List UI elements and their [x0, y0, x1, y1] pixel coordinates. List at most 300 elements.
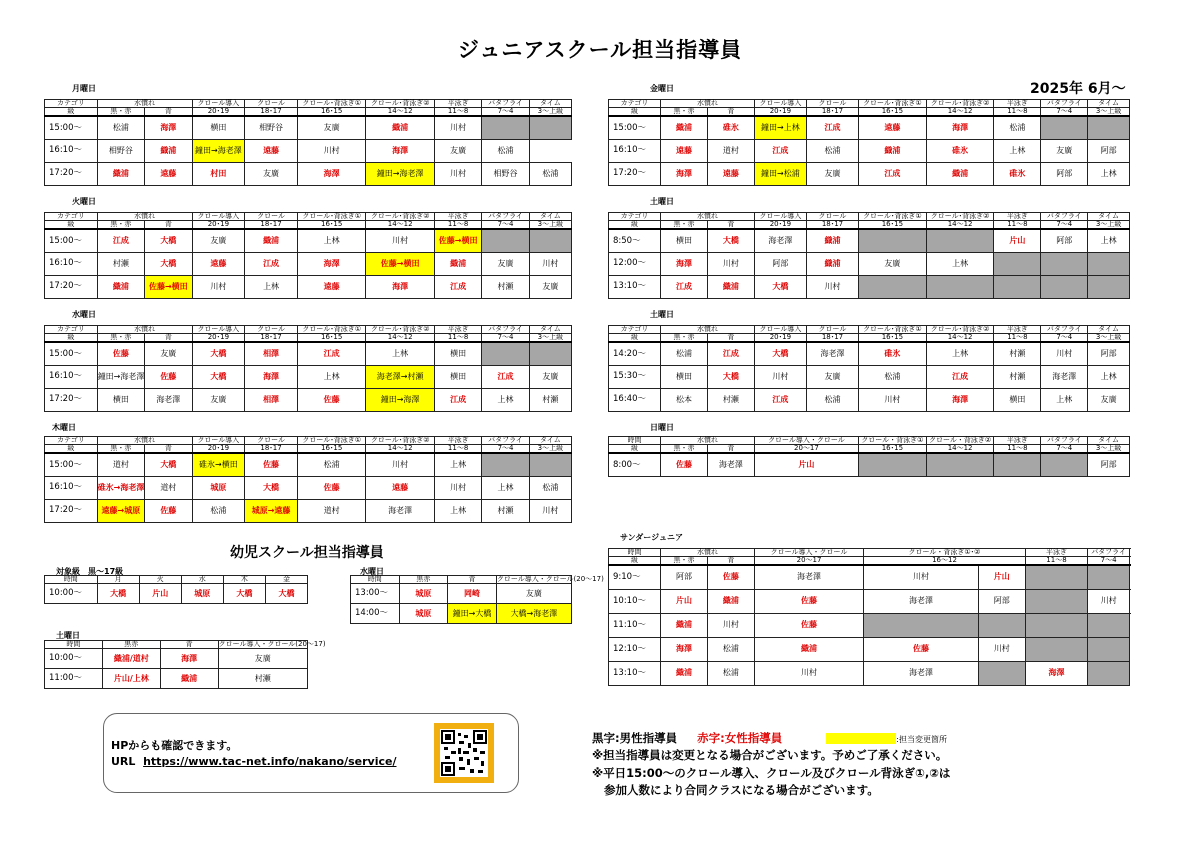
instructor-cell: 松浦 — [529, 162, 571, 185]
instructor-cell: 上林 — [482, 388, 529, 411]
subheader-7: 7～4 — [1041, 445, 1088, 454]
subheader-5: 14～12 — [926, 445, 994, 454]
instructor-cell: 大橋 — [145, 252, 192, 275]
instructor-cell: 織浦 — [661, 613, 708, 637]
instructor-cell: 佐藤 — [864, 637, 979, 661]
header-6: 平泳ぎ — [434, 437, 481, 445]
table-row — [45, 584, 308, 604]
header-0: 時間 — [609, 549, 661, 557]
subheader-0: 級 — [45, 108, 98, 117]
instructor-cell: 川村 — [806, 275, 858, 298]
instructor-cell: 織浦 — [707, 589, 754, 613]
instructor-cell: 城原 — [399, 604, 448, 624]
kids-weekday-table — [44, 575, 308, 604]
instructor-cell: 佐藤 — [754, 589, 863, 613]
subheader-1: 黒・赤 — [97, 221, 144, 230]
instructor-cell — [859, 229, 927, 252]
instructor-cell: 村瀬 — [529, 388, 571, 411]
instructor-cell: 江成 — [754, 139, 806, 162]
header-3: クロール導入・クロール(20～17) — [218, 640, 326, 648]
instructor-cell: 佐藤→横田 — [434, 229, 481, 252]
instructor-cell: 松浦 — [661, 342, 708, 365]
instructor-cell: 海澤 — [297, 252, 366, 275]
instructor-cell: 織浦 — [97, 162, 144, 185]
subheader-8: 7～4 — [482, 108, 529, 117]
instructor-cell: 道村 — [707, 139, 754, 162]
header-2: クロール導入 — [192, 326, 245, 334]
subheader-6: 7～4 — [1088, 557, 1130, 566]
header-6: バタフライ — [1041, 437, 1088, 445]
instructor-cell: 江成 — [707, 342, 754, 365]
header-1: 水慣れ — [97, 100, 192, 108]
instructor-cell: 佐藤 — [97, 342, 144, 365]
header-1: 黒赤 — [399, 576, 448, 584]
instructor-cell: 松本 — [661, 388, 708, 411]
subheader-9: 3～上級 — [529, 108, 571, 117]
instructor-cell: 友廣 — [192, 388, 245, 411]
subheader-1: 黒・赤 — [661, 557, 708, 566]
subheader-9: 3～上級 — [529, 445, 571, 454]
instructor-cell: 川村 — [434, 116, 481, 139]
instructor-cell: 上林 — [1088, 229, 1130, 252]
instructor-cell — [482, 116, 529, 139]
time-cell: 16:10～ — [609, 139, 661, 162]
instructor-cell: 佐藤 — [145, 499, 192, 522]
hp-url-link[interactable]: https://www.tac-net.info/nakano/service/ — [143, 754, 397, 768]
instructor-cell: 阿部 — [1088, 453, 1130, 476]
table-row — [45, 453, 572, 476]
table-row — [609, 613, 1130, 637]
instructor-cell: 松浦 — [529, 476, 571, 499]
instructor-cell: 大橋 — [754, 342, 806, 365]
instructor-cell: 江成 — [926, 365, 994, 388]
instructor-cell: 海澤 — [160, 649, 218, 669]
instructor-cell — [1088, 613, 1130, 637]
friday-label: 金曜日 — [650, 84, 674, 93]
instructor-cell: 織浦 — [366, 116, 435, 139]
instructor-cell — [529, 342, 571, 365]
time-cell: 10:10～ — [609, 589, 661, 613]
instructor-cell: 川村 — [754, 661, 863, 685]
subheader-5: 16･15 — [297, 445, 366, 454]
legend-red: 赤字:女性指導員 — [697, 731, 783, 745]
instructor-cell — [1088, 275, 1130, 298]
instructor-cell: 海澤 — [926, 388, 994, 411]
subheader-8: 7～4 — [1041, 108, 1088, 117]
instructor-cell: 阿部 — [1088, 139, 1130, 162]
subheader-9: 3～上級 — [1088, 108, 1130, 117]
header-8: タイム — [1088, 100, 1130, 108]
instructor-cell: 片山 — [661, 589, 708, 613]
header-6: 平泳ぎ — [434, 213, 481, 221]
table-row — [609, 162, 1130, 185]
saturday2-table — [608, 325, 1130, 412]
kids-wednesday-label: 水曜日 — [360, 567, 384, 576]
monday-label: 月曜日 — [72, 84, 96, 93]
header-3: クロール — [245, 326, 298, 334]
instructor-cell: 友廣 — [297, 116, 366, 139]
time-cell: 16:10～ — [45, 365, 98, 388]
header-4: 木 — [223, 576, 265, 584]
instructor-cell: 江成 — [806, 116, 858, 139]
subheader-6: 14～12 — [926, 334, 994, 343]
table-row — [609, 565, 1130, 589]
subheader-4: 16･15 — [859, 445, 927, 454]
instructor-cell: 遠藤 — [366, 476, 435, 499]
instructor-cell: 川村 — [297, 139, 366, 162]
qr-pattern-icon — [440, 729, 488, 777]
instructor-cell: 横田 — [97, 388, 144, 411]
header-6: 平泳ぎ — [434, 326, 481, 334]
header-8: タイム — [529, 100, 571, 108]
instructor-cell: 友廣 — [192, 229, 245, 252]
subheader-2: 青 — [707, 557, 754, 566]
instructor-cell: 上林 — [994, 139, 1041, 162]
header-4: 平泳ぎ — [1025, 549, 1088, 557]
header-7: タイム — [1088, 437, 1130, 445]
instructor-cell: 相澤 — [245, 388, 298, 411]
instructor-cell: 江成 — [245, 252, 298, 275]
header-2: クロール導入 — [754, 326, 806, 334]
instructor-cell — [994, 252, 1041, 275]
instructor-cell: 上林 — [245, 275, 298, 298]
subheader-1: 黒・赤 — [97, 334, 144, 343]
instructor-cell: 道村 — [297, 499, 366, 522]
header-1: 水慣れ — [97, 326, 192, 334]
header-4: クロール･背泳ぎ① — [297, 213, 366, 221]
table-row — [45, 275, 572, 298]
instructor-cell — [1088, 661, 1130, 685]
instructor-cell: 道村 — [97, 453, 144, 476]
header-8: タイム — [1088, 213, 1130, 221]
table-row — [609, 365, 1130, 388]
table-row — [351, 584, 572, 604]
subheader-2: 青 — [145, 445, 192, 454]
header-0: カテゴリ — [45, 326, 98, 334]
thunder-table — [608, 548, 1130, 686]
subheader-6: 14～12 — [926, 221, 994, 230]
instructor-cell: 松浦 — [192, 499, 245, 522]
subheader-3: 20･19 — [192, 445, 245, 454]
subheader-0: 級 — [609, 334, 661, 343]
instructor-cell: 横田 — [434, 365, 481, 388]
time-cell: 15:00～ — [45, 453, 98, 476]
header-7: バタフライ — [1041, 213, 1088, 221]
subheader-8: 7～4 — [482, 221, 529, 230]
subheader-6: 14～12 — [366, 221, 435, 230]
instructor-cell: 佐藤 — [661, 453, 708, 476]
table-row — [609, 229, 1130, 252]
header-3: クロール — [245, 100, 298, 108]
instructor-cell: 阿部 — [978, 589, 1025, 613]
instructor-cell: 川村 — [859, 388, 927, 411]
table-row — [45, 669, 308, 689]
header-3: クロール — [245, 213, 298, 221]
instructor-cell: 大橋 — [245, 476, 298, 499]
header-7: バタフライ — [482, 326, 529, 334]
header-1: 水慣れ — [661, 437, 755, 445]
page-title: ジュニアスクール担当指導員 — [457, 38, 743, 62]
table-row — [609, 116, 1130, 139]
instructor-cell: 遠藤 — [145, 162, 192, 185]
subheader-5: 16･15 — [859, 221, 927, 230]
header-3: クロール — [806, 326, 858, 334]
instructor-cell: 城原 — [399, 584, 448, 604]
instructor-cell: 川村 — [434, 476, 481, 499]
table-row — [45, 252, 572, 275]
instructor-cell: 友廣 — [218, 649, 307, 669]
instructor-cell: 碓氷→横田 — [192, 453, 245, 476]
time-cell: 11:00～ — [45, 669, 103, 689]
tuesday-label: 火曜日 — [72, 197, 96, 206]
instructor-cell: 片山 — [139, 584, 181, 604]
time-cell: 14:20～ — [609, 342, 661, 365]
header-5: クロール･背泳ぎ② — [926, 213, 994, 221]
header-5: クロール･背泳ぎ② — [366, 326, 435, 334]
instructor-cell: 片山/上林 — [102, 669, 160, 689]
subheader-6: 11～8 — [994, 445, 1041, 454]
instructor-cell: 松浦 — [859, 365, 927, 388]
instructor-cell: 松浦 — [707, 637, 754, 661]
note1: ※担当指導員は変更となる場合がございます。予めご了承ください。 — [592, 748, 948, 763]
instructor-cell: 海老澤 — [806, 342, 858, 365]
header-2: クロール導入 — [754, 213, 806, 221]
instructor-cell: 川村 — [754, 365, 806, 388]
header-6: 平泳ぎ — [434, 100, 481, 108]
subheader-3: 20･19 — [754, 334, 806, 343]
instructor-cell: 横田 — [994, 388, 1041, 411]
instructor-cell: 江成 — [97, 229, 144, 252]
subheader-2: 青 — [145, 108, 192, 117]
subheader-2: 青 — [707, 445, 754, 454]
instructor-cell: 上林 — [434, 499, 481, 522]
instructor-cell: 村瀬 — [218, 669, 307, 689]
instructor-cell: 織浦 — [754, 637, 863, 661]
instructor-cell: 友廣 — [496, 584, 571, 604]
instructor-cell: 海澤 — [661, 252, 708, 275]
header-3: 水 — [181, 576, 223, 584]
instructor-cell: 鐘田→上林 — [754, 116, 806, 139]
thunder-label: サンダージュニア — [620, 533, 683, 542]
table-row — [609, 637, 1130, 661]
instructor-cell: 織浦 — [160, 669, 218, 689]
header-4: クロール・背泳ぎ② — [926, 437, 994, 445]
instructor-cell: 川村 — [192, 275, 245, 298]
table-row — [45, 116, 572, 139]
time-cell: 12:10～ — [609, 637, 661, 661]
subheader-5: 16･15 — [859, 108, 927, 117]
subheader-2: 青 — [707, 108, 754, 117]
subheader-9: 3～上級 — [529, 334, 571, 343]
instructor-cell — [859, 275, 927, 298]
instructor-cell — [1025, 613, 1088, 637]
header-0: カテゴリ — [609, 100, 661, 108]
header-2: クロール導入・クロール — [754, 549, 863, 557]
instructor-cell: 江成 — [297, 342, 366, 365]
instructor-cell: 織浦 — [926, 162, 994, 185]
instructor-cell: 織浦 — [806, 252, 858, 275]
instructor-cell: 海澤 — [661, 162, 708, 185]
kids-saturday-table — [44, 640, 326, 689]
time-cell: 15:30～ — [609, 365, 661, 388]
table-row — [45, 649, 308, 669]
header-7: バタフライ — [1041, 326, 1088, 334]
instructor-cell: 鐘田→海老澤 — [366, 162, 435, 185]
instructor-cell: 大橋 — [265, 584, 307, 604]
instructor-cell: 川村 — [529, 252, 571, 275]
instructor-cell: 川村 — [707, 613, 754, 637]
instructor-cell: 大橋 — [145, 229, 192, 252]
table-row — [609, 252, 1130, 275]
time-cell: 9:10～ — [609, 565, 661, 589]
header-4: クロール･背泳ぎ① — [297, 437, 366, 445]
time-cell: 13:10～ — [609, 275, 661, 298]
header-3: クロール・背泳ぎ①･② — [864, 549, 1025, 557]
header-1: 水慣れ — [661, 100, 755, 108]
instructor-cell — [1025, 565, 1088, 589]
subheader-7: 11～8 — [994, 221, 1041, 230]
instructor-cell — [529, 116, 571, 139]
subheader-1: 黒・赤 — [97, 108, 144, 117]
instructor-cell — [994, 453, 1041, 476]
time-cell: 16:40～ — [609, 388, 661, 411]
subheader-7: 11～8 — [434, 445, 481, 454]
instructor-cell: 城原→遠藤 — [245, 499, 298, 522]
header-8: タイム — [1088, 326, 1130, 334]
tuesday-table — [44, 212, 572, 299]
time-cell: 17:20～ — [45, 162, 98, 185]
subheader-1: 黒・赤 — [661, 334, 708, 343]
note2: ※平日15:00～のクロール導入、クロール及びクロール背泳ぎ①,②は — [592, 765, 951, 780]
subheader-2: 青 — [145, 221, 192, 230]
instructor-cell: 上林 — [1088, 365, 1130, 388]
period-label: 2025年 6月～ — [1030, 81, 1126, 97]
subheader-7: 11～8 — [994, 334, 1041, 343]
instructor-cell — [1025, 637, 1088, 661]
instructor-cell: 村田 — [192, 162, 245, 185]
subheader-7: 11～8 — [434, 221, 481, 230]
instructor-cell: 海老澤 — [1041, 365, 1088, 388]
instructor-cell: 大橋 — [223, 584, 265, 604]
instructor-cell: 松浦 — [97, 116, 144, 139]
instructor-cell: 友廣 — [859, 252, 927, 275]
instructor-cell — [1041, 116, 1088, 139]
qr-code-icon[interactable] — [434, 723, 494, 783]
instructor-cell — [926, 275, 994, 298]
instructor-cell: 佐藤 — [145, 365, 192, 388]
subheader-5: 16･15 — [859, 334, 927, 343]
subheader-4: 18･17 — [806, 334, 858, 343]
instructor-cell: 織浦 — [97, 275, 144, 298]
subheader-8: 3～上級 — [1088, 445, 1130, 454]
instructor-cell: 上林 — [297, 229, 366, 252]
instructor-cell: 道村 — [145, 476, 192, 499]
instructor-cell — [1088, 116, 1130, 139]
instructor-cell: 村瀬 — [994, 342, 1041, 365]
subheader-0: 級 — [45, 334, 98, 343]
subheader-5: 16･15 — [297, 221, 366, 230]
instructor-cell: 大橋 — [754, 275, 806, 298]
instructor-cell: 海澤 — [145, 116, 192, 139]
subheader-3: 20･19 — [192, 334, 245, 343]
legend-change: :担当変更箇所 — [896, 735, 947, 744]
header-3: クロール — [245, 437, 298, 445]
instructor-cell: 阿部 — [1088, 342, 1130, 365]
friday-table — [608, 99, 1130, 186]
instructor-cell: 友廣 — [806, 365, 858, 388]
instructor-cell: 大橋 — [145, 453, 192, 476]
instructor-cell: 海老澤 — [754, 229, 806, 252]
instructor-cell: 鐘田→大橋 — [448, 604, 497, 624]
instructor-cell: 川村 — [707, 252, 754, 275]
subheader-4: 18･17 — [245, 221, 298, 230]
instructor-cell — [482, 229, 529, 252]
instructor-cell: 海老澤 — [707, 453, 754, 476]
subheader-1: 黒・赤 — [661, 108, 708, 117]
instructor-cell: 海澤 — [661, 637, 708, 661]
subheader-0: 級 — [609, 445, 661, 454]
instructor-cell: 遠藤 — [297, 275, 366, 298]
instructor-cell: 佐藤→横田 — [366, 252, 435, 275]
header-2: 青 — [160, 641, 218, 649]
subheader-6: 14～12 — [366, 108, 435, 117]
instructor-cell: 川村 — [864, 565, 979, 589]
instructor-cell: 村瀬 — [994, 365, 1041, 388]
header-8: タイム — [529, 326, 571, 334]
table-row — [45, 499, 572, 522]
instructor-cell — [1041, 252, 1088, 275]
instructor-cell: 海澤 — [366, 139, 435, 162]
instructor-cell: 大橋 — [97, 584, 139, 604]
instructor-cell: 海澤 — [245, 365, 298, 388]
time-cell: 8:00～ — [609, 453, 661, 476]
instructor-cell — [529, 229, 571, 252]
legend-yellow-swatch — [826, 733, 896, 744]
header-6: 平泳ぎ — [994, 326, 1041, 334]
instructor-cell: 松浦 — [482, 139, 529, 162]
subheader-8: 7～4 — [1041, 334, 1088, 343]
table-row — [609, 661, 1130, 685]
header-2: クロール導入 — [192, 213, 245, 221]
header-5: 平泳ぎ — [994, 437, 1041, 445]
header-1: 黒赤 — [102, 641, 160, 649]
subheader-0: 級 — [609, 557, 661, 566]
instructor-cell: 織浦 — [661, 661, 708, 685]
subheader-4: 18･17 — [245, 334, 298, 343]
sunday-label: 日曜日 — [650, 423, 674, 432]
instructor-cell: 片山 — [978, 565, 1025, 589]
instructor-cell: 上林 — [482, 476, 529, 499]
time-cell: 15:00～ — [609, 116, 661, 139]
instructor-cell: 江成 — [434, 275, 481, 298]
time-cell: 8:50～ — [609, 229, 661, 252]
subheader-3: 20～17 — [754, 557, 863, 566]
kids-saturday-label: 土曜日 — [56, 631, 80, 640]
instructor-cell: 友廣 — [145, 342, 192, 365]
table-row — [609, 589, 1130, 613]
instructor-cell: 阿部 — [1041, 162, 1088, 185]
instructor-cell: 松浦 — [707, 661, 754, 685]
header-0: カテゴリ — [45, 100, 98, 108]
time-cell: 14:00～ — [351, 604, 400, 624]
instructor-cell — [1088, 565, 1130, 589]
instructor-cell: 横田 — [661, 229, 708, 252]
instructor-cell: 海老澤 — [864, 589, 979, 613]
instructor-cell — [529, 453, 571, 476]
subheader-8: 7～4 — [482, 445, 529, 454]
subheader-1: 黒・赤 — [97, 445, 144, 454]
subheader-0: 級 — [609, 108, 661, 117]
